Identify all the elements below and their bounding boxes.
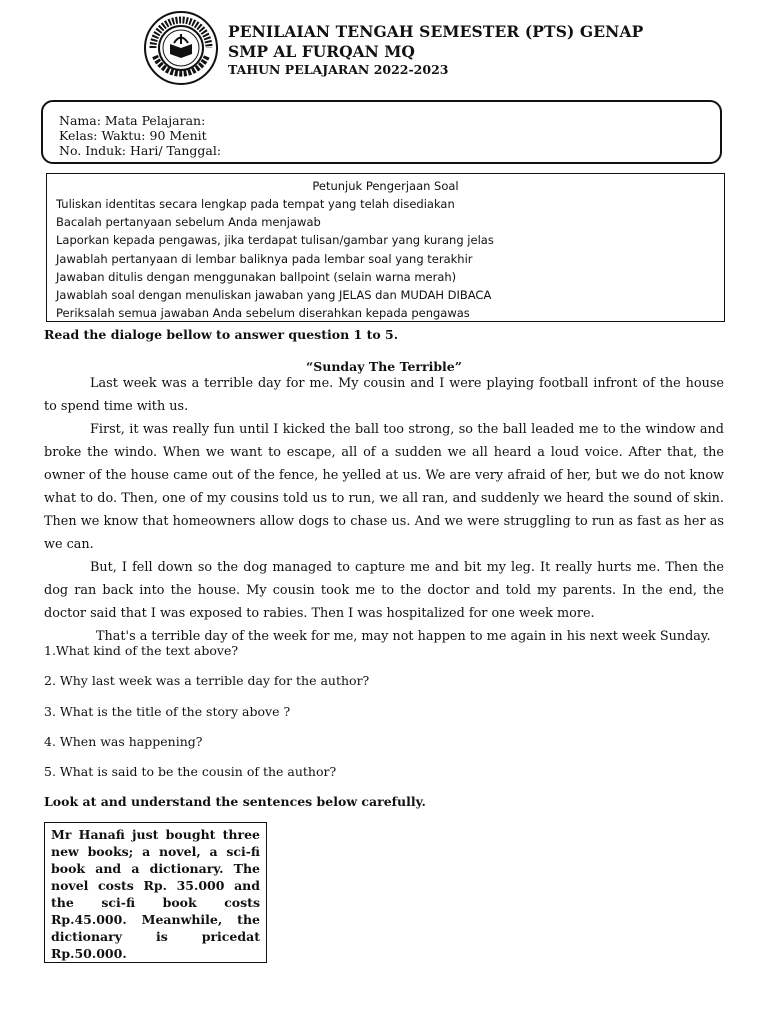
- story-title: “Sunday The Terrible”: [306, 359, 462, 374]
- identity-line-class: Kelas: Waktu: 90 Menit: [59, 128, 207, 143]
- section2-prompt: Look at and understand the sentences below carefully.: [44, 794, 426, 809]
- book-prices-box: [44, 822, 267, 963]
- instruction-item: Bacalah pertanyaan sebelum Anda menjawab: [56, 215, 321, 230]
- book-prices-text: Mr Hanafi just bought three new books; a novel, a sci-fi book and a dictionary. The novel costs Rp. 35.000 and the sci-fi book costs Rp.45.000. Meanwhile, the dictionary is pricedat Rp.50.000.: [51, 827, 260, 961]
- story-paragraph: That's a terrible day of the week for me, may not happen to me again in his next week Sunday.: [96, 629, 711, 644]
- story-paragraph: Last week was a terrible day for me. My cousin and I were playing football infront of the house to spend time with us.: [44, 376, 724, 414]
- question-3: 3. What is the title of the story above ?: [44, 704, 291, 719]
- instruction-item: Jawaban ditulis dengan menggunakan ballpoint (selain warna merah): [56, 269, 457, 284]
- instruction-item: Tuliskan identitas secara lengkap pada tempat yang telah disediakan: [56, 197, 455, 211]
- question-5: 5. What is said to be the cousin of the author?: [44, 764, 337, 779]
- story-paragraph: But, I fell down so the dog managed to capture me and bit my leg. It really hurts me. Then the dog ran back into the house. My cousin took me to the doctor and told my parents. In the end, the doctor said that I was exposed to rabies. Then I was hospitalized for one week more.: [44, 560, 724, 621]
- identity-line-name: Nama: Mata Pelajaran:: [59, 113, 206, 128]
- reading-prompt: Read the dialoge bellow to answer question 1 to 5.: [44, 327, 399, 342]
- instruction-item: Laporkan kepada pengawas, jika terdapat tulisan/gambar yang kurang jelas: [56, 233, 494, 248]
- instructions-box: [46, 173, 725, 322]
- school-name: SMP AL FURQAN MQ: [228, 42, 415, 61]
- academic-year: TAHUN PELAJARAN 2022-2023: [228, 62, 449, 77]
- story-paragraph: First, it was really fun until I kicked the ball too strong, so the ball leaded me to the window and broke the windo. When we want to escape, all of a sudden we all heard a loud voice. After that, the owner of the house came out of the fence, he yelled at us. We are very afraid of her, but we do not know what to do. Then, one of my cousins told us to run, we all ran, and suddenly we heard the sound of skin. Then we know that homeowners allow dogs to chase us. And we were struggling to run as fast as her as we can.: [44, 422, 724, 552]
- question-4: 4. When was happening?: [44, 734, 203, 749]
- instruction-item: Jawablah soal dengan menuliskan jawaban yang JELAS dan MUDAH DIBACA: [56, 287, 492, 302]
- instruction-item: Jawablah pertanyaan di lembar baliknya pada lembar soal yang terakhir: [56, 251, 473, 266]
- question-1: 1.What kind of the text above?: [44, 643, 239, 658]
- story-text: [44, 372, 724, 648]
- identity-box: [41, 100, 722, 164]
- instruction-item: Periksalah semua jawaban Anda sebelum diserahkan kepada pengawas: [56, 306, 470, 321]
- school-logo: [143, 10, 219, 86]
- instructions-title: Petunjuk Pengerjaan Soal: [312, 179, 459, 193]
- identity-line-number: No. Induk: Hari/ Tanggal:: [59, 143, 222, 158]
- question-2: 2. Why last week was a terrible day for the author?: [44, 673, 370, 688]
- exam-title: PENILAIAN TENGAH SEMESTER (PTS) GENAP: [228, 22, 644, 41]
